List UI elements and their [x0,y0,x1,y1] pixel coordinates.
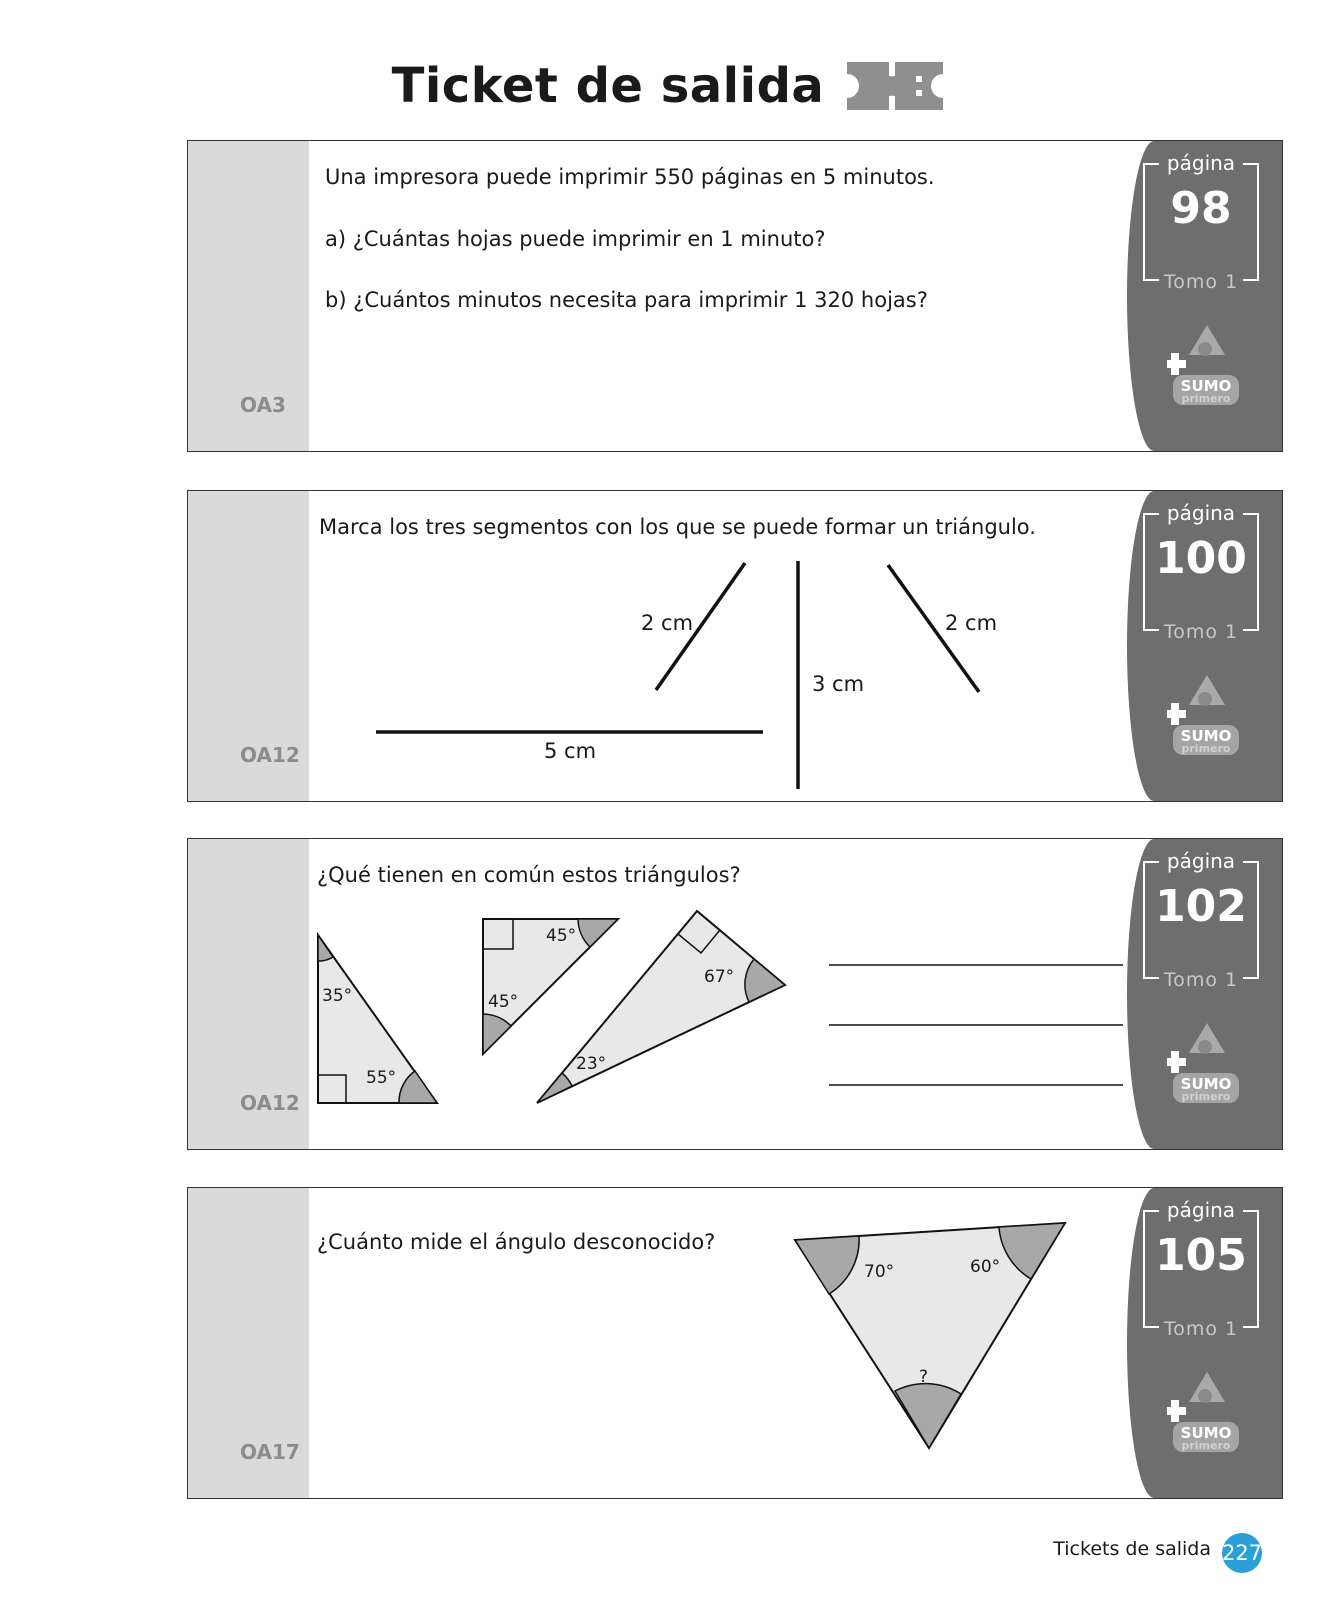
tomo-label: Tomo 1 [1163,969,1239,991]
page-number-badge: 227 [1222,1533,1262,1573]
question-text: ¿Cuánto mide el ángulo desconocido? [317,1230,716,1254]
oa-label: OA12 [240,743,300,767]
footer-label: Tickets de salida [1053,1538,1211,1560]
page-reference-panel [1127,839,1282,1149]
svg-text:SUMO: SUMO [1180,1424,1232,1442]
page-number: 102 [1155,881,1247,932]
sumo-primero-logo [1167,673,1243,757]
page-number: 105 [1155,1230,1247,1281]
angle-label: 60° [970,1257,1001,1277]
oa-label: OA17 [240,1440,300,1464]
angle-label: 45° [546,926,577,946]
segment-label: 2 cm [945,611,998,635]
pagina-label: página [1166,1198,1236,1222]
question-part-b: b) ¿Cuántos minutos necesita para imprimir 1 320 hojas? [325,288,928,312]
svg-text:primero: primero [1181,392,1231,405]
question-text: Una impresora puede imprimir 550 páginas en 5 minutos. [325,165,935,189]
page-reference-panel [1127,1188,1282,1498]
angle-label: 55° [366,1068,397,1088]
sumo-primero-logo [1167,323,1243,407]
segments-figure [188,491,1128,803]
page-reference [1143,849,1259,991]
page-number: 100 [1155,533,1247,584]
page-reference-panel [1127,141,1282,451]
page-reference-panel [1127,491,1282,801]
pagina-label: página [1166,849,1236,873]
segment-label: 5 cm [544,739,597,763]
svg-text:SUMO: SUMO [1180,727,1232,745]
page-number: 98 [1170,183,1232,234]
question-text: ¿Qué tienen en común estos triángulos? [317,863,741,887]
page-reference [1143,151,1259,293]
oa-label: OA12 [240,1091,300,1115]
header [0,58,1339,114]
page-reference [1143,501,1259,643]
ticket-card-2 [187,490,1283,802]
pagina-label: página [1166,501,1236,525]
svg-text:SUMO: SUMO [1180,1075,1232,1093]
page-title: Ticket de salida [391,58,825,114]
svg-text:primero: primero [1181,742,1231,755]
ticket-card-3 [187,838,1283,1150]
question-text: Marca los tres segmentos con los que se puede formar un triángulo. [319,515,1036,539]
ticket-card-4 [187,1187,1283,1499]
page-reference [1143,1198,1259,1340]
tomo-label: Tomo 1 [1163,621,1239,643]
ticket-icon [843,58,947,114]
angle-label: 45° [488,992,519,1012]
segment-label: 3 cm [812,672,865,696]
ticket-card-1 [187,140,1283,452]
svg-text:primero: primero [1181,1090,1231,1103]
question-part-a: a) ¿Cuántas hojas puede imprimir en 1 minuto? [325,227,826,251]
oa-label: OA3 [240,393,286,417]
angle-label: 23° [576,1054,607,1074]
angle-label: 70° [864,1262,895,1282]
tomo-label: Tomo 1 [1163,271,1239,293]
angle-label: ? [919,1367,929,1387]
segment-label: 2 cm [641,611,694,635]
triangles-figure [188,839,1128,1151]
sumo-primero-logo [1167,1370,1243,1454]
angle-label: 35° [322,986,353,1006]
angle-label: 67° [704,967,735,987]
left-strip [188,141,309,451]
svg-text:SUMO: SUMO [1180,377,1232,395]
svg-text:primero: primero [1181,1439,1231,1452]
triangle-figure [188,1188,1128,1500]
sumo-primero-logo [1167,1021,1243,1105]
tomo-label: Tomo 1 [1163,1318,1239,1340]
pagina-label: página [1166,151,1236,175]
triangle-1 [318,935,437,1103]
